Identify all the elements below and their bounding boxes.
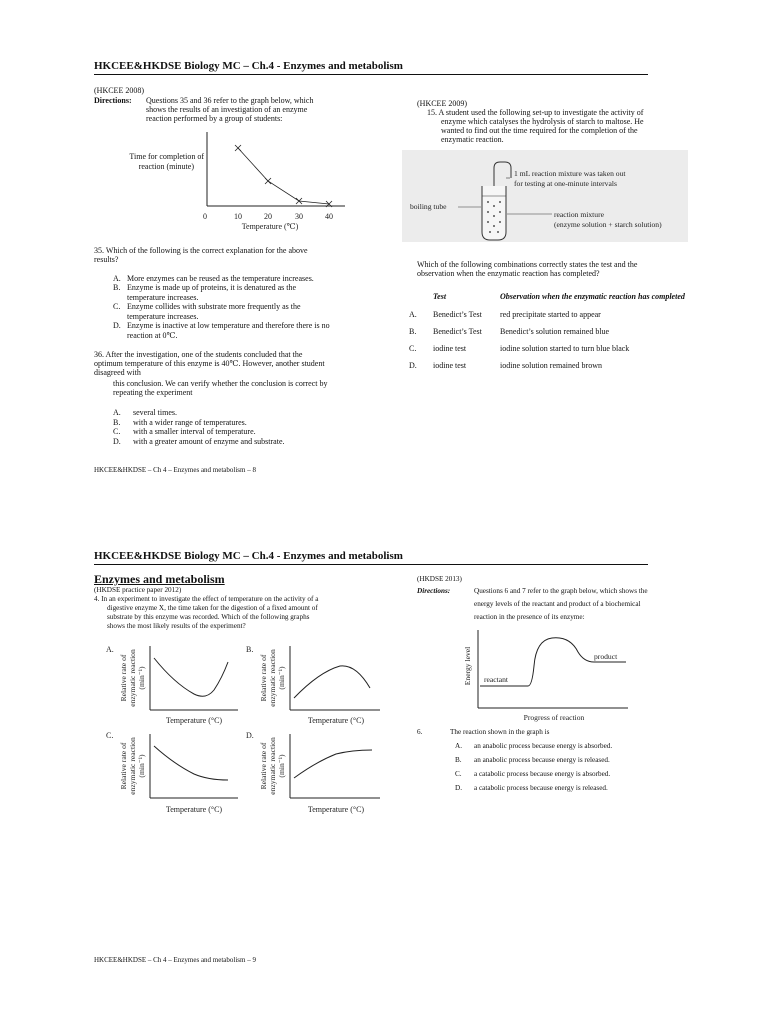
q15-option-b[interactable]: B. Benedict’s Test Benedict’s solution remained blue: [409, 327, 610, 336]
q36-option-c[interactable]: C. with a smaller interval of temperature.: [113, 427, 256, 436]
boiling-tube-diagram: [402, 150, 688, 242]
graph-d-y-label: enzymatic reaction: [268, 737, 277, 795]
directions-label: Directions:: [94, 96, 132, 105]
x-axis-label: Temperature (℃): [241, 222, 299, 231]
q4-stem: 4. In an experiment to investigate the effect of temperature on the activity of a: [94, 595, 319, 603]
graph-c-x-label: Temperature (°C): [165, 805, 223, 814]
graph-b-y-label: enzymatic reaction: [268, 649, 277, 707]
graph-y-label: Time for completion of: [129, 152, 204, 161]
q6-option-c[interactable]: C. a catabolic process because energy is absorbed.: [455, 770, 611, 778]
q15-stem: 15. A student used the following set-up to investigate the activity of: [427, 108, 644, 117]
page1-footer: HKCEE&HKDSE – Ch 4 – Enzymes and metabolism – 8: [94, 466, 256, 474]
graph-letter-b: B.: [246, 645, 254, 654]
q6-option-b[interactable]: B. an anabolic process because energy is released.: [455, 756, 610, 764]
directions-line: reaction in the presence of its enzyme:: [474, 613, 585, 621]
q15-question: Which of the following combinations correctly states the test and the: [417, 260, 638, 269]
q6-stem: The reaction shown in the graph is: [450, 728, 550, 736]
graph-letter-a: A.: [106, 645, 114, 654]
graph-c-y-label: enzymatic reaction: [128, 737, 137, 795]
table-header-observation: Observation when the enzymatic reaction has completed: [500, 292, 685, 301]
product-label: product: [594, 652, 618, 661]
source-label: (HKDSE practice paper 2012): [94, 586, 182, 594]
graph-b-y-label: (min⁻¹): [277, 666, 286, 690]
setup-label-sample: for testing at one-minute intervals: [514, 179, 617, 188]
right-source-label: (HKCEE 2009): [417, 99, 467, 108]
right-source-label: (HKDSE 2013): [417, 575, 462, 583]
x-tick: 40: [325, 212, 333, 221]
page2-header: HKCEE&HKDSE Biology MC – Ch.4 - Enzymes and metabolism: [94, 550, 648, 565]
x-tick: 30: [295, 212, 303, 221]
x-tick: 20: [264, 212, 272, 221]
graph-d-y-label: (min⁻¹): [277, 754, 286, 778]
q15-stem: enzyme which catalyses the hydrolysis of starch to maltose. He: [441, 117, 644, 126]
q4-stem: digestive enzyme X, the time taken for the digestion of a fixed amount of: [107, 604, 318, 612]
q4-graphs: [104, 638, 400, 820]
page1-header: HKCEE&HKDSE Biology MC – Ch.4 - Enzymes and metabolism: [94, 60, 648, 75]
graph-d-x-label: Temperature (°C): [307, 805, 365, 814]
energy-y-label: Energy level: [463, 646, 472, 686]
q36-option-a[interactable]: A. several times.: [113, 408, 177, 417]
setup-label-mixture: reaction mixture: [554, 210, 604, 219]
q36-option-d[interactable]: D. with a greater amount of enzyme and substrate.: [113, 437, 285, 446]
q35-stem: 35. Which of the following is the correct explanation for the above: [94, 246, 308, 255]
q35-option-c[interactable]: C. Enzyme collides with substrate more frequently as the temperature increases.: [113, 302, 301, 321]
q35-option-d[interactable]: D. Enzyme is inactive at low temperature and therefore there is no reaction at 0℃.: [113, 321, 330, 340]
q36-stem: 36. After the investigation, one of the students concluded that the: [94, 350, 303, 359]
q15-stem: wanted to find out the time required for the completion of the: [441, 126, 638, 135]
q4-stem: shows the most likely results of the experiment?: [107, 622, 246, 630]
x-tick: 0: [203, 212, 207, 221]
q6-number: 6.: [417, 728, 423, 736]
reactant-label: reactant: [484, 675, 509, 684]
page2-footer: HKCEE&HKDSE – Ch 4 – Enzymes and metabolism – 9: [94, 956, 256, 964]
graph-a-y-label: enzymatic reaction: [128, 649, 137, 707]
energy-x-label: Progress of reaction: [523, 713, 585, 722]
q15-option-a[interactable]: A. Benedict’s Test red precipitate started to appear: [409, 310, 601, 319]
setup-label-sample: 1 mL reaction mixture was taken out: [514, 169, 626, 178]
graph-letter-c: C.: [106, 731, 114, 740]
setup-label-tube: boiling tube: [410, 202, 447, 211]
directions-line: reaction performed by a group of students:: [146, 114, 283, 123]
q6-option-d[interactable]: D. a catabolic process because energy is released.: [455, 784, 608, 792]
graph-d-y-label: Relative rate of: [259, 742, 268, 790]
q6-option-a[interactable]: A. an anabolic process because energy is absorbed.: [455, 742, 613, 750]
graph-y-label: reaction (minute): [138, 162, 194, 171]
q15-option-d[interactable]: D. iodine test iodine solution remained brown: [409, 361, 602, 370]
energy-level-graph: [460, 626, 640, 724]
directions-line: Questions 6 and 7 refer to the graph below, which shows the: [474, 587, 648, 595]
directions-line: shows the results of an investigation of an enzyme: [146, 105, 308, 114]
q36-option-b[interactable]: B. with a wider range of temperatures.: [113, 418, 247, 427]
setup-label-mixture: (enzyme solution + starch solution): [554, 220, 662, 229]
q36-stem: this conclusion. We can verify whether the conclusion is correct by: [113, 379, 328, 388]
q36-stem: disagreed with: [94, 368, 141, 377]
graph-b-y-label: Relative rate of: [259, 654, 268, 702]
q15-option-c[interactable]: C. iodine test iodine solution started to turn blue black: [409, 344, 630, 353]
q36-stem: repeating the experiment: [113, 388, 193, 397]
q35-option-a[interactable]: A. More enzymes can be reused as the temperature increases.: [113, 274, 314, 283]
q35-option-b[interactable]: B. Enzyme is made up of proteins, it is denatured as the temperature increases.: [113, 283, 297, 302]
x-tick: 10: [234, 212, 242, 221]
q35-stem: results?: [94, 255, 119, 264]
directions-line: energy levels of the reactant and product of a biochemical: [474, 600, 641, 608]
table-header-test: Test: [433, 292, 447, 301]
time-temperature-graph: [195, 128, 355, 232]
q36-stem: optimum temperature of this enzyme is 40℃. However, another student: [94, 359, 325, 368]
graph-letter-d: D.: [246, 731, 254, 740]
section-title: Enzymes and metabolism: [94, 572, 225, 586]
graph-a-y-label: (min⁻¹): [137, 666, 146, 690]
graph-a-x-label: Temperature (°C): [165, 716, 223, 725]
directions-line: Questions 35 and 36 refer to the graph below, which: [146, 96, 314, 105]
graph-a-y-label: Relative rate of: [119, 654, 128, 702]
directions-label: Directions:: [417, 587, 451, 595]
graph-c-y-label: Relative rate of: [119, 742, 128, 790]
graph-b-x-label: Temperature (°C): [307, 716, 365, 725]
q4-stem: substrate by this enzyme was recorded. Which of the following graphs: [107, 613, 310, 621]
source-label: (HKCEE 2008): [94, 86, 144, 95]
graph-c-y-label: (min⁻¹): [137, 754, 146, 778]
q15-question: observation when the enzymatic reaction has completed?: [417, 269, 600, 278]
q15-stem: enzymatic reaction.: [441, 135, 504, 144]
